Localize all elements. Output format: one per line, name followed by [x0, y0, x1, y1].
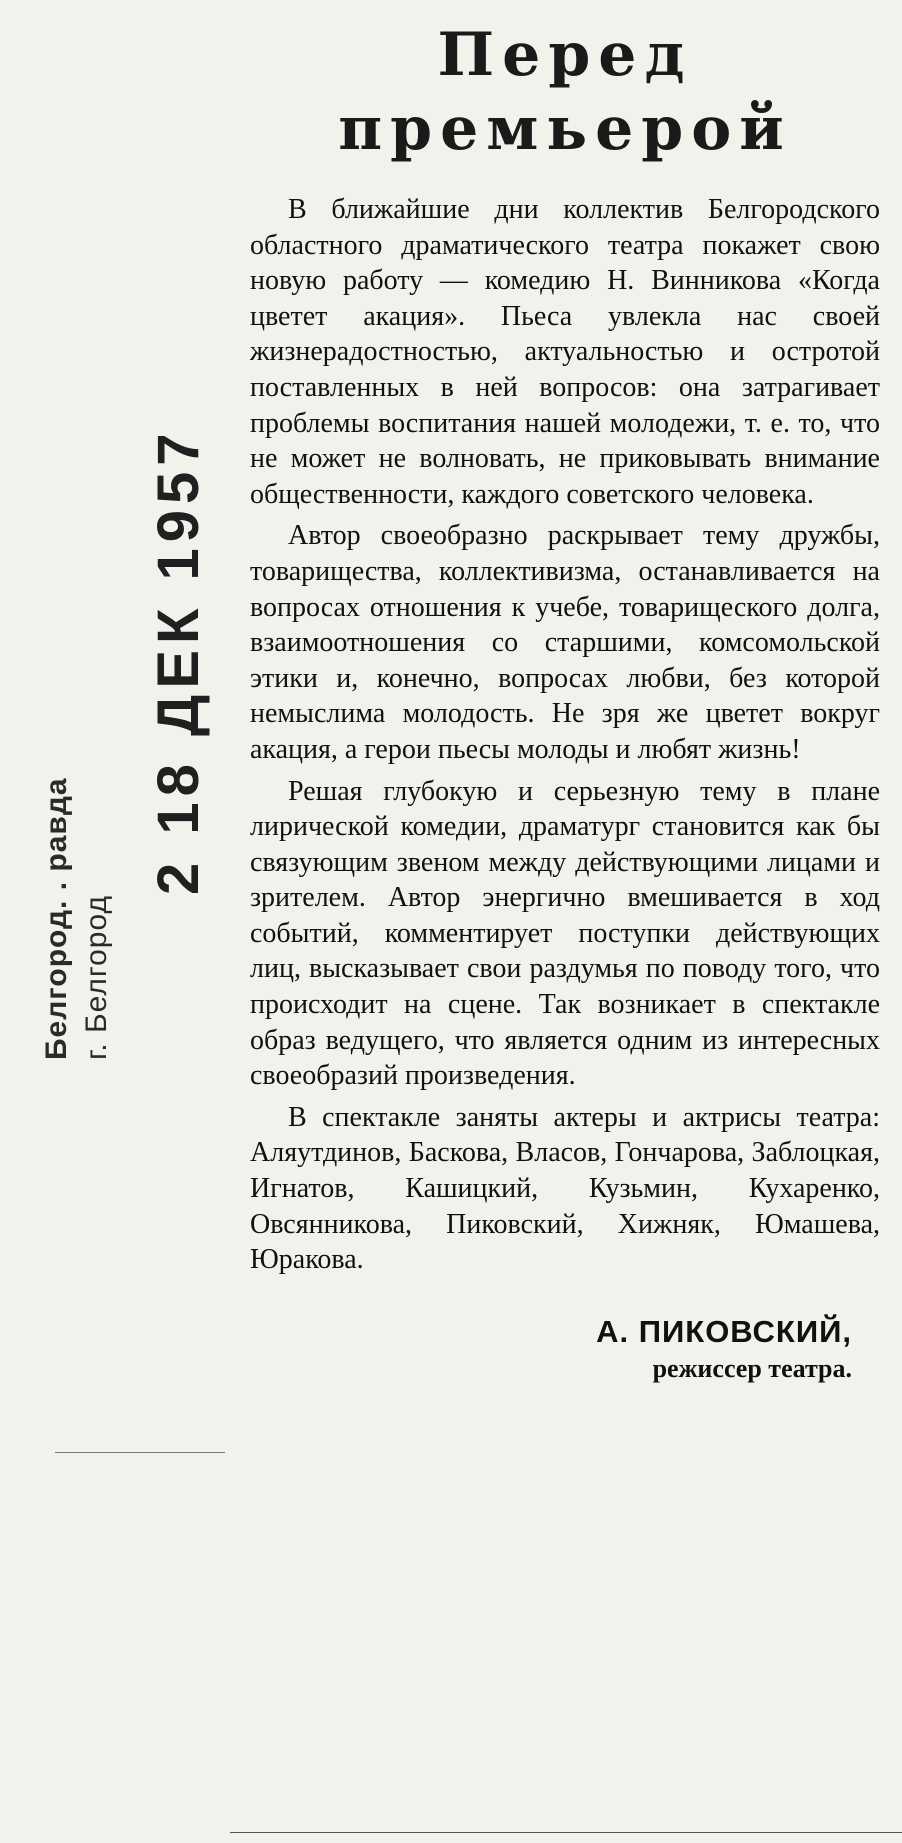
newspaper-stamp [40, 777, 114, 1060]
author-name: А. ПИКОВСКИЙ, [596, 1313, 852, 1349]
title-line-1: Перед [437, 20, 693, 90]
bottom-rule [230, 1832, 902, 1833]
paragraph-3: Решая глубокую и серьезную тему в плане лирической комедии, драматург становится как бы связующим звеном между действующими лицами и зрителем. Автор энергично вмешивается в ход событий, комментирует поступки действующих лиц, высказывает свои раздумья по поводу того, что происходит на сцене. Так возникает в спектакле образ ведущего, что является одним из интересных своеобразий произведения. [250, 775, 880, 1092]
stamp-newspaper-name: Белгород. . равда [40, 777, 73, 1060]
signature [250, 1314, 880, 1384]
title-line-2: премьерой [338, 94, 792, 164]
paragraph-2: Автор своеобразно раскрывает тему дружбы, товарищества, коллективизма, останавливается на вопросах отношения к учебе, товарищеского долга, взаимоотношения со старшими, комсомольской этики и, конечно, вопросах любви, без которой немыслима молодость. Не зря же цветет вокруг акация, а герои пьесы молоды и любят жизнь! [250, 520, 880, 765]
stamp-city: г. Белгород [80, 894, 113, 1060]
paragraph-1: В ближайшие дни коллектив Белгородского областного драматического театра покажет свою новую работу — комедию Н. Винникова «Когда цветет акация». Пьеса увлекла нас своей жизнерадостностью, актуальностью и остротой поставленных в ней вопросов: она затрагивает проблемы воспитания нашей молодежи, т. е. то, что не может не волновать, не приковывать внимание общественности, каждого советского человека. [250, 194, 880, 510]
stamp-divider [55, 1452, 225, 1453]
date-stamp: 2 18 ДЕК 1957 [146, 427, 211, 895]
article [250, 18, 880, 1384]
paragraph-4: В спектакле заняты актеры и актрисы театра: Аляутдинов, Баскова, Власов, Гончарова, Заблоцкая, Игнатов, Кашицкий, Кузьмин, Кухаренко, Овсянникова, Пиковский, Хижняк, Юмашева, Юракова. [250, 1101, 880, 1276]
author-role: режиссер театра. [652, 1353, 852, 1383]
article-title [250, 18, 880, 166]
